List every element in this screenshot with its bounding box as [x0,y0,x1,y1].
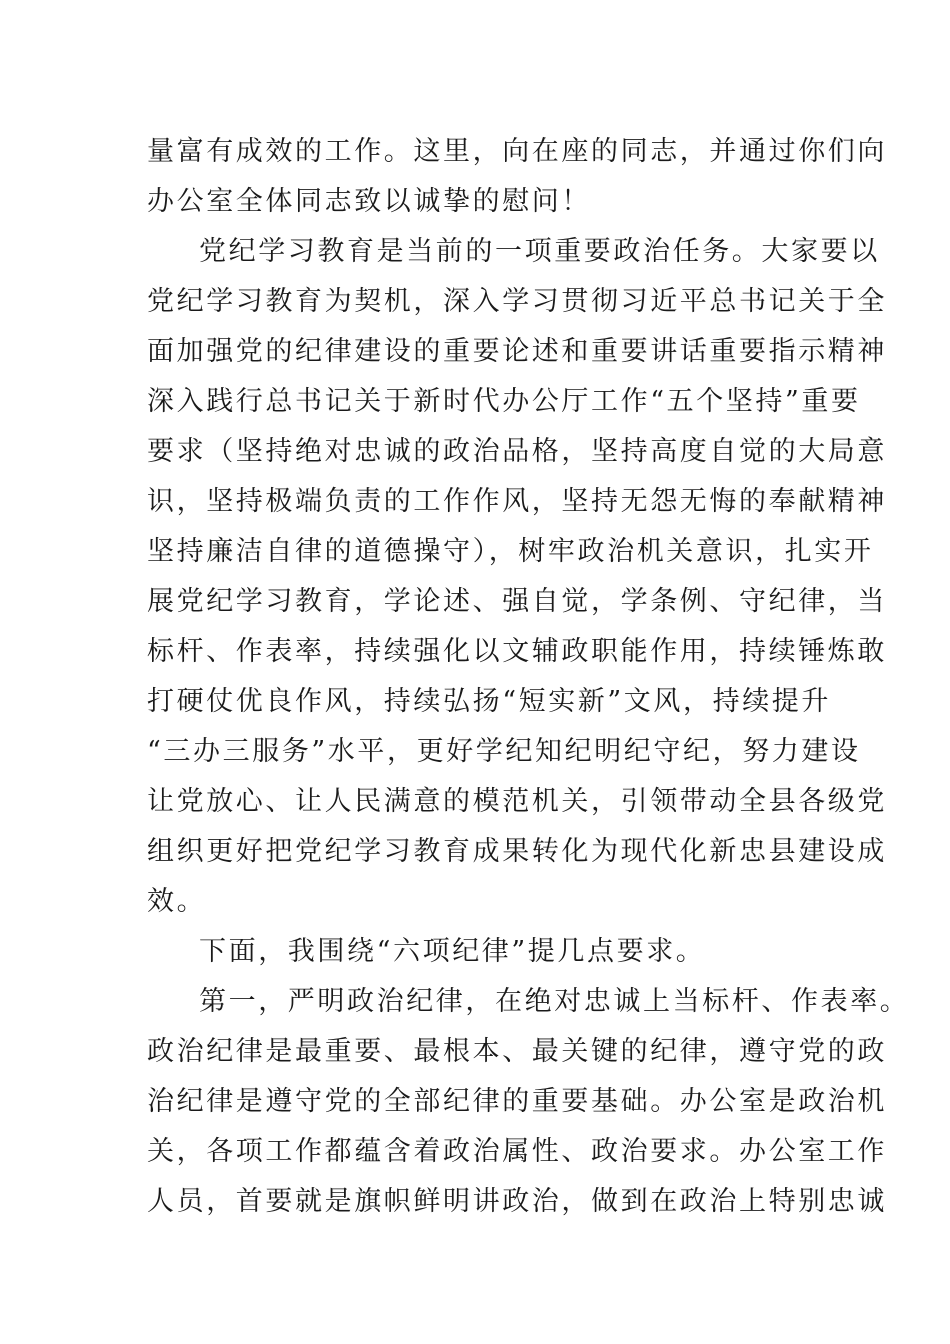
text-line: 办公室全体同志致以诚挚的慰问！ [147,186,591,217]
text-line: 让党放心、让人民满意的模范机关，引领带动全县各级党 [147,786,887,817]
text-line: 展党纪学习教育，学论述、强自觉，学条例、守纪律，当 [147,586,887,617]
text-line: 深入践行总书记关于新时代办公厅工作“五个坚持”重要 [147,386,861,417]
text-line: 识，坚持极端负责的工作作风，坚持无怨无悔的奉献精神 [147,486,887,517]
paragraph-start: 下面，我围绕“六项纪律”提几点要求。 [199,936,706,967]
paragraph-start: 第一，严明政治纪律，在绝对忠诚上当标杆、作表率。 [199,986,910,1017]
paragraph-start: 党纪学习教育是当前的一项重要政治任务。大家要以 [199,236,880,267]
text-line: 要求（坚持绝对忠诚的政治品格，坚持高度自觉的大局意 [147,436,887,467]
text-line: 坚持廉洁自律的道德操守），树牢政治机关意识，扎实开 [147,536,874,567]
text-line: 效。 [147,886,207,917]
text-line: 政治纪律是最重要、最根本、最关键的纪律，遵守党的政 [147,1036,887,1067]
text-line: 党纪学习教育为契机，深入学习贯彻习近平总书记关于全 [147,286,887,317]
text-line: 关，各项工作都蕴含着政治属性、政治要求。办公室工作 [147,1136,887,1167]
text-line: 治纪律是遵守党的全部纪律的重要基础。办公室是政治机 [147,1086,887,1117]
text-line: 标杆、作表率，持续强化以文辅政职能作用，持续锤炼敢 [147,636,887,667]
text-line: 打硬仗优良作风，持续弘扬“短实新”文风，持续提升 [147,686,832,717]
text-line: 组织更好把党纪学习教育成果转化为现代化新忠县建设成 [147,836,887,867]
text-line: 人员，首要就是旗帜鲜明讲政治，做到在政治上特别忠诚 [147,1186,887,1217]
text-line: “三办三服务”水平，更好学纪知纪明纪守纪，努力建设 [147,736,861,767]
text-line: 面加强党的纪律建设的重要论述和重要讲话重要指示精神 [147,336,887,367]
text-line: 量富有成效的工作。这里，向在座的同志，并通过你们向 [147,136,887,167]
